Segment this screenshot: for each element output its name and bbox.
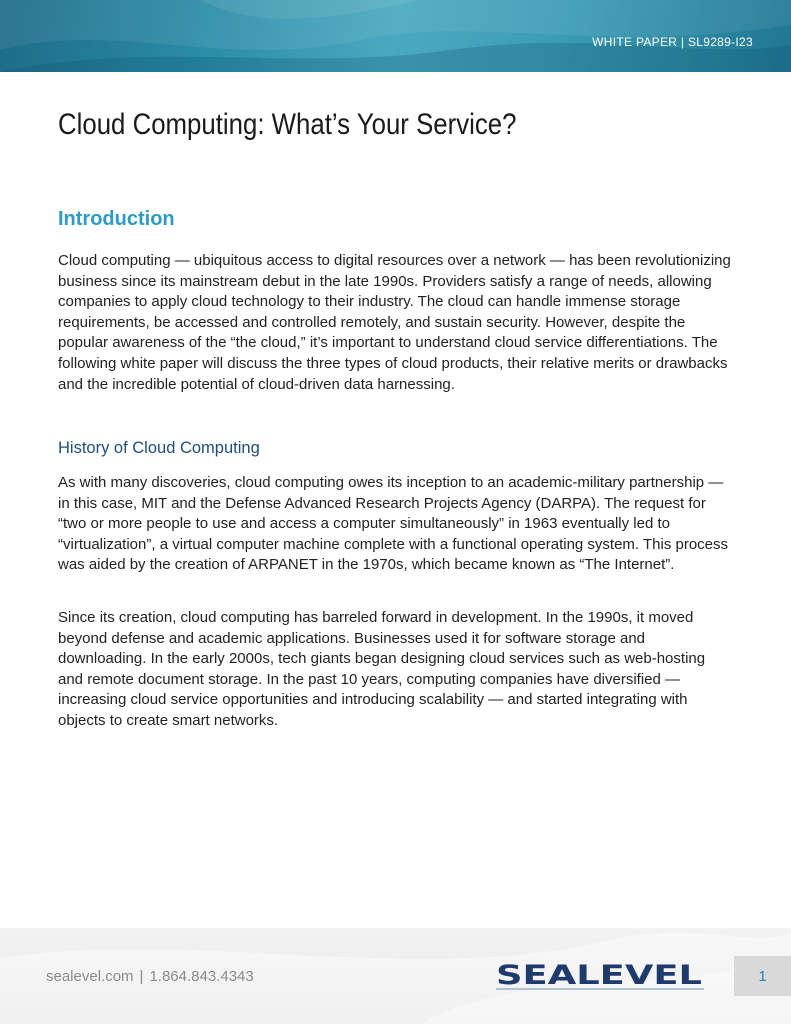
footer-contact (46, 968, 254, 985)
intro-paragraph: Cloud computing — ubiquitous access to digital resources over a network — has been revolutionizing business since its mainstream debut in the late 1990s. Providers satisfy a range of needs, allowing companies to apply cloud technology to their industry. The cloud can handle immense storage requirements, be accessed and controlled remotely, and sustain security. However, despite the popular awareness of the “the cloud,” it’s important to understand cloud service differentiations. The following white paper will discuss the three types of cloud products, their relative merits or drawbacks and the incredible potential of cloud-driven data harnessing. (58, 252, 731, 393)
document-code-label: WHITE PAPER | SL9289-I23 (592, 35, 753, 49)
section-heading-introduction: Introduction (58, 208, 175, 230)
sealevel-logo (494, 956, 706, 992)
header-band (0, 0, 791, 72)
page-number: 1 (758, 967, 767, 985)
history-paragraph-2: Since its creation, cloud computing has barreled forward in development. In the 1990s, it moved beyond defense and academic applications. Businesses used it for software storage and downloading. In the early 2000s, tech giants began designing cloud services such as web-hosting and remote document storage. In the past 10 years, computing companies have diversified — increasing cloud service opportunities and introducing scalability — and started integrating with objects to create smart networks. (58, 609, 706, 729)
phone-number: 1.864.843.4343 (149, 968, 254, 985)
logo-wordmark: SEALEVEL (496, 960, 702, 991)
page-number-box (734, 956, 791, 996)
section-heading-history: History of Cloud Computing (58, 439, 260, 457)
website-link[interactable]: sealevel.com (46, 968, 134, 985)
history-paragraph-1: As with many discoveries, cloud computing owes its inception to an academic-military partnership — in this case, MIT and the Defense Advanced Research Projects Agency (DARPA). The request for “two or more people to use and access a computer simultaneously” in 1963 eventually led to “virtualization”, a virtual computer machine complete with a functional operating system. This process was aided by the creation of ARPANET in the 1970s, which became known as “The Internet”. (58, 474, 729, 574)
page-title: Cloud Computing: What’s Your Service? (58, 108, 517, 141)
footer-band (0, 928, 791, 1024)
footer-separator: | (139, 968, 144, 985)
